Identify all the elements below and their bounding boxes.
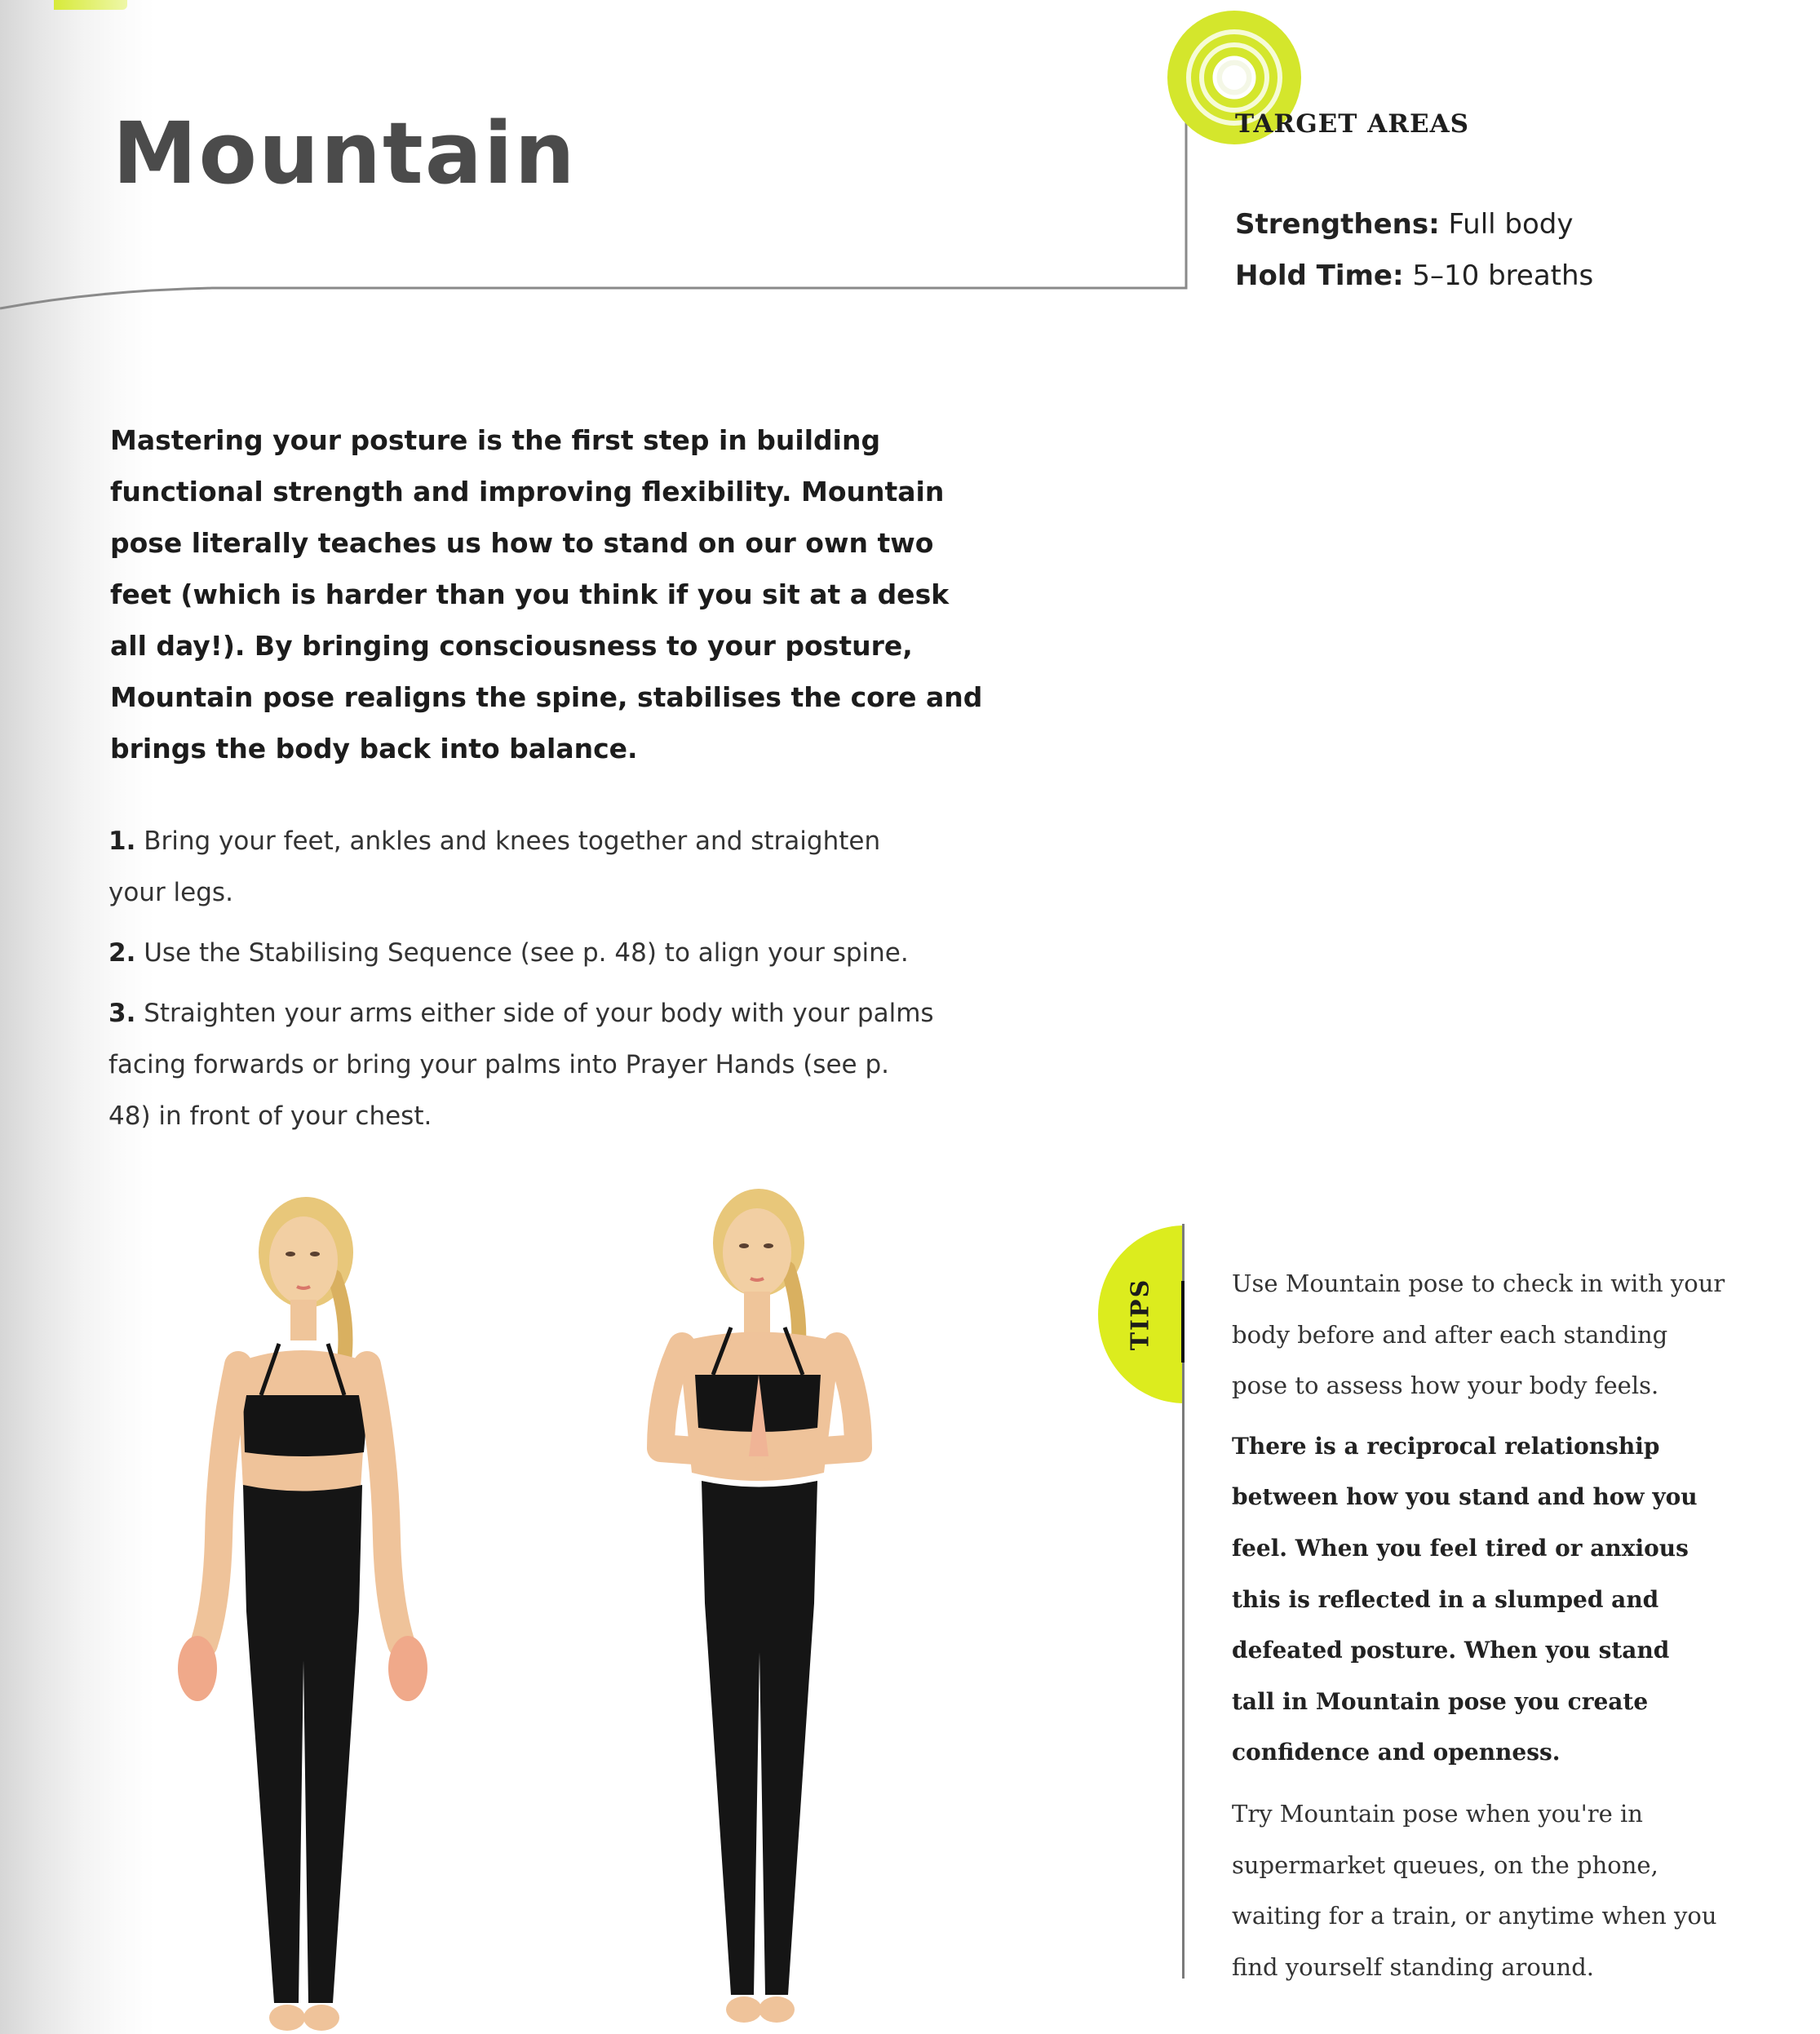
step-1 — [108, 816, 941, 919]
tip-line: Try Mountain pose when you're in — [1232, 1799, 1643, 1828]
tips-content — [1232, 1258, 1803, 2002]
tips-label: TIPS — [1126, 1278, 1155, 1351]
page-title: Mountain — [113, 103, 577, 203]
step-text: your legs. — [108, 878, 233, 907]
intro-line: brings the body back into balance. — [110, 733, 638, 764]
header-rule — [0, 0, 1199, 326]
tip-line: body before and after each standing — [1232, 1320, 1668, 1349]
tip-line: supermarket queues, on the phone, — [1232, 1850, 1658, 1879]
intro-line: Mountain pose realigns the spine, stabilises the core and — [110, 681, 983, 713]
tip-line: waiting for a train, or anytime when you — [1232, 1902, 1717, 1930]
tip-line: Use Mountain pose to check in with your — [1232, 1270, 1725, 1297]
strengthens-label: Strengthens: — [1235, 208, 1440, 241]
intro-line: functional strength and improving flexibility. Mountain — [110, 476, 945, 507]
intro-line: feet (which is harder than you think if you sit at a desk — [110, 578, 950, 610]
tips-divider-accent — [1181, 1281, 1185, 1363]
tip-line: There is a reciprocal relationship — [1232, 1432, 1660, 1460]
step-text: Use the Stabilising Sequence (see p. 48) to align your spine. — [135, 938, 909, 968]
intro-paragraph — [110, 414, 983, 774]
figure-mountain-arms-down — [139, 1187, 465, 2034]
strengthens-value: Full body — [1439, 208, 1574, 241]
step-number: 3. — [108, 999, 136, 1028]
tip-line: tall in Mountain pose you create — [1232, 1687, 1649, 1715]
target-strengthens — [1235, 208, 1574, 241]
steps-list — [108, 816, 941, 1151]
step-text: Straighten your arms either side of your body with your palms — [135, 999, 934, 1028]
step-2 — [108, 928, 941, 979]
tip-line: defeated posture. When you stand — [1232, 1637, 1670, 1664]
tip-line: this is reflected in a slumped and — [1232, 1585, 1659, 1613]
intro-line: pose literally teaches us how to stand on our own two — [110, 527, 934, 559]
step-number: 2. — [108, 938, 136, 968]
step-text: Bring your feet, ankles and knees together and straighten — [135, 826, 881, 856]
tip-paragraph — [1232, 1258, 1803, 1411]
step-number: 1. — [108, 826, 136, 856]
tip-paragraph-emphasis — [1232, 1421, 1803, 1779]
hold-time-label: Hold Time: — [1235, 259, 1404, 292]
step-3 — [108, 988, 941, 1142]
step-text: 48) in front of your chest. — [108, 1101, 432, 1131]
tip-line: pose to assess how your body feels. — [1232, 1372, 1659, 1400]
target-areas-heading: TARGET AREAS — [1235, 109, 1470, 139]
tip-line: between how you stand and how you — [1232, 1483, 1698, 1511]
step-text: facing forwards or bring your palms into Prayer Hands (see p. — [108, 1050, 889, 1079]
figure-mountain-prayer-hands — [604, 1179, 922, 2027]
tip-line: confidence and openness. — [1232, 1739, 1561, 1766]
intro-line: all day!). By bringing consciousness to your posture, — [110, 630, 913, 662]
hold-time-value: 5–10 breaths — [1403, 259, 1594, 292]
tip-paragraph — [1232, 1788, 1803, 1992]
intro-line: Mastering your posture is the first step in building — [110, 424, 881, 456]
tip-line: find yourself standing around. — [1232, 1952, 1595, 1981]
tip-line: feel. When you feel tired or anxious — [1232, 1534, 1689, 1562]
target-hold-time — [1235, 259, 1593, 292]
